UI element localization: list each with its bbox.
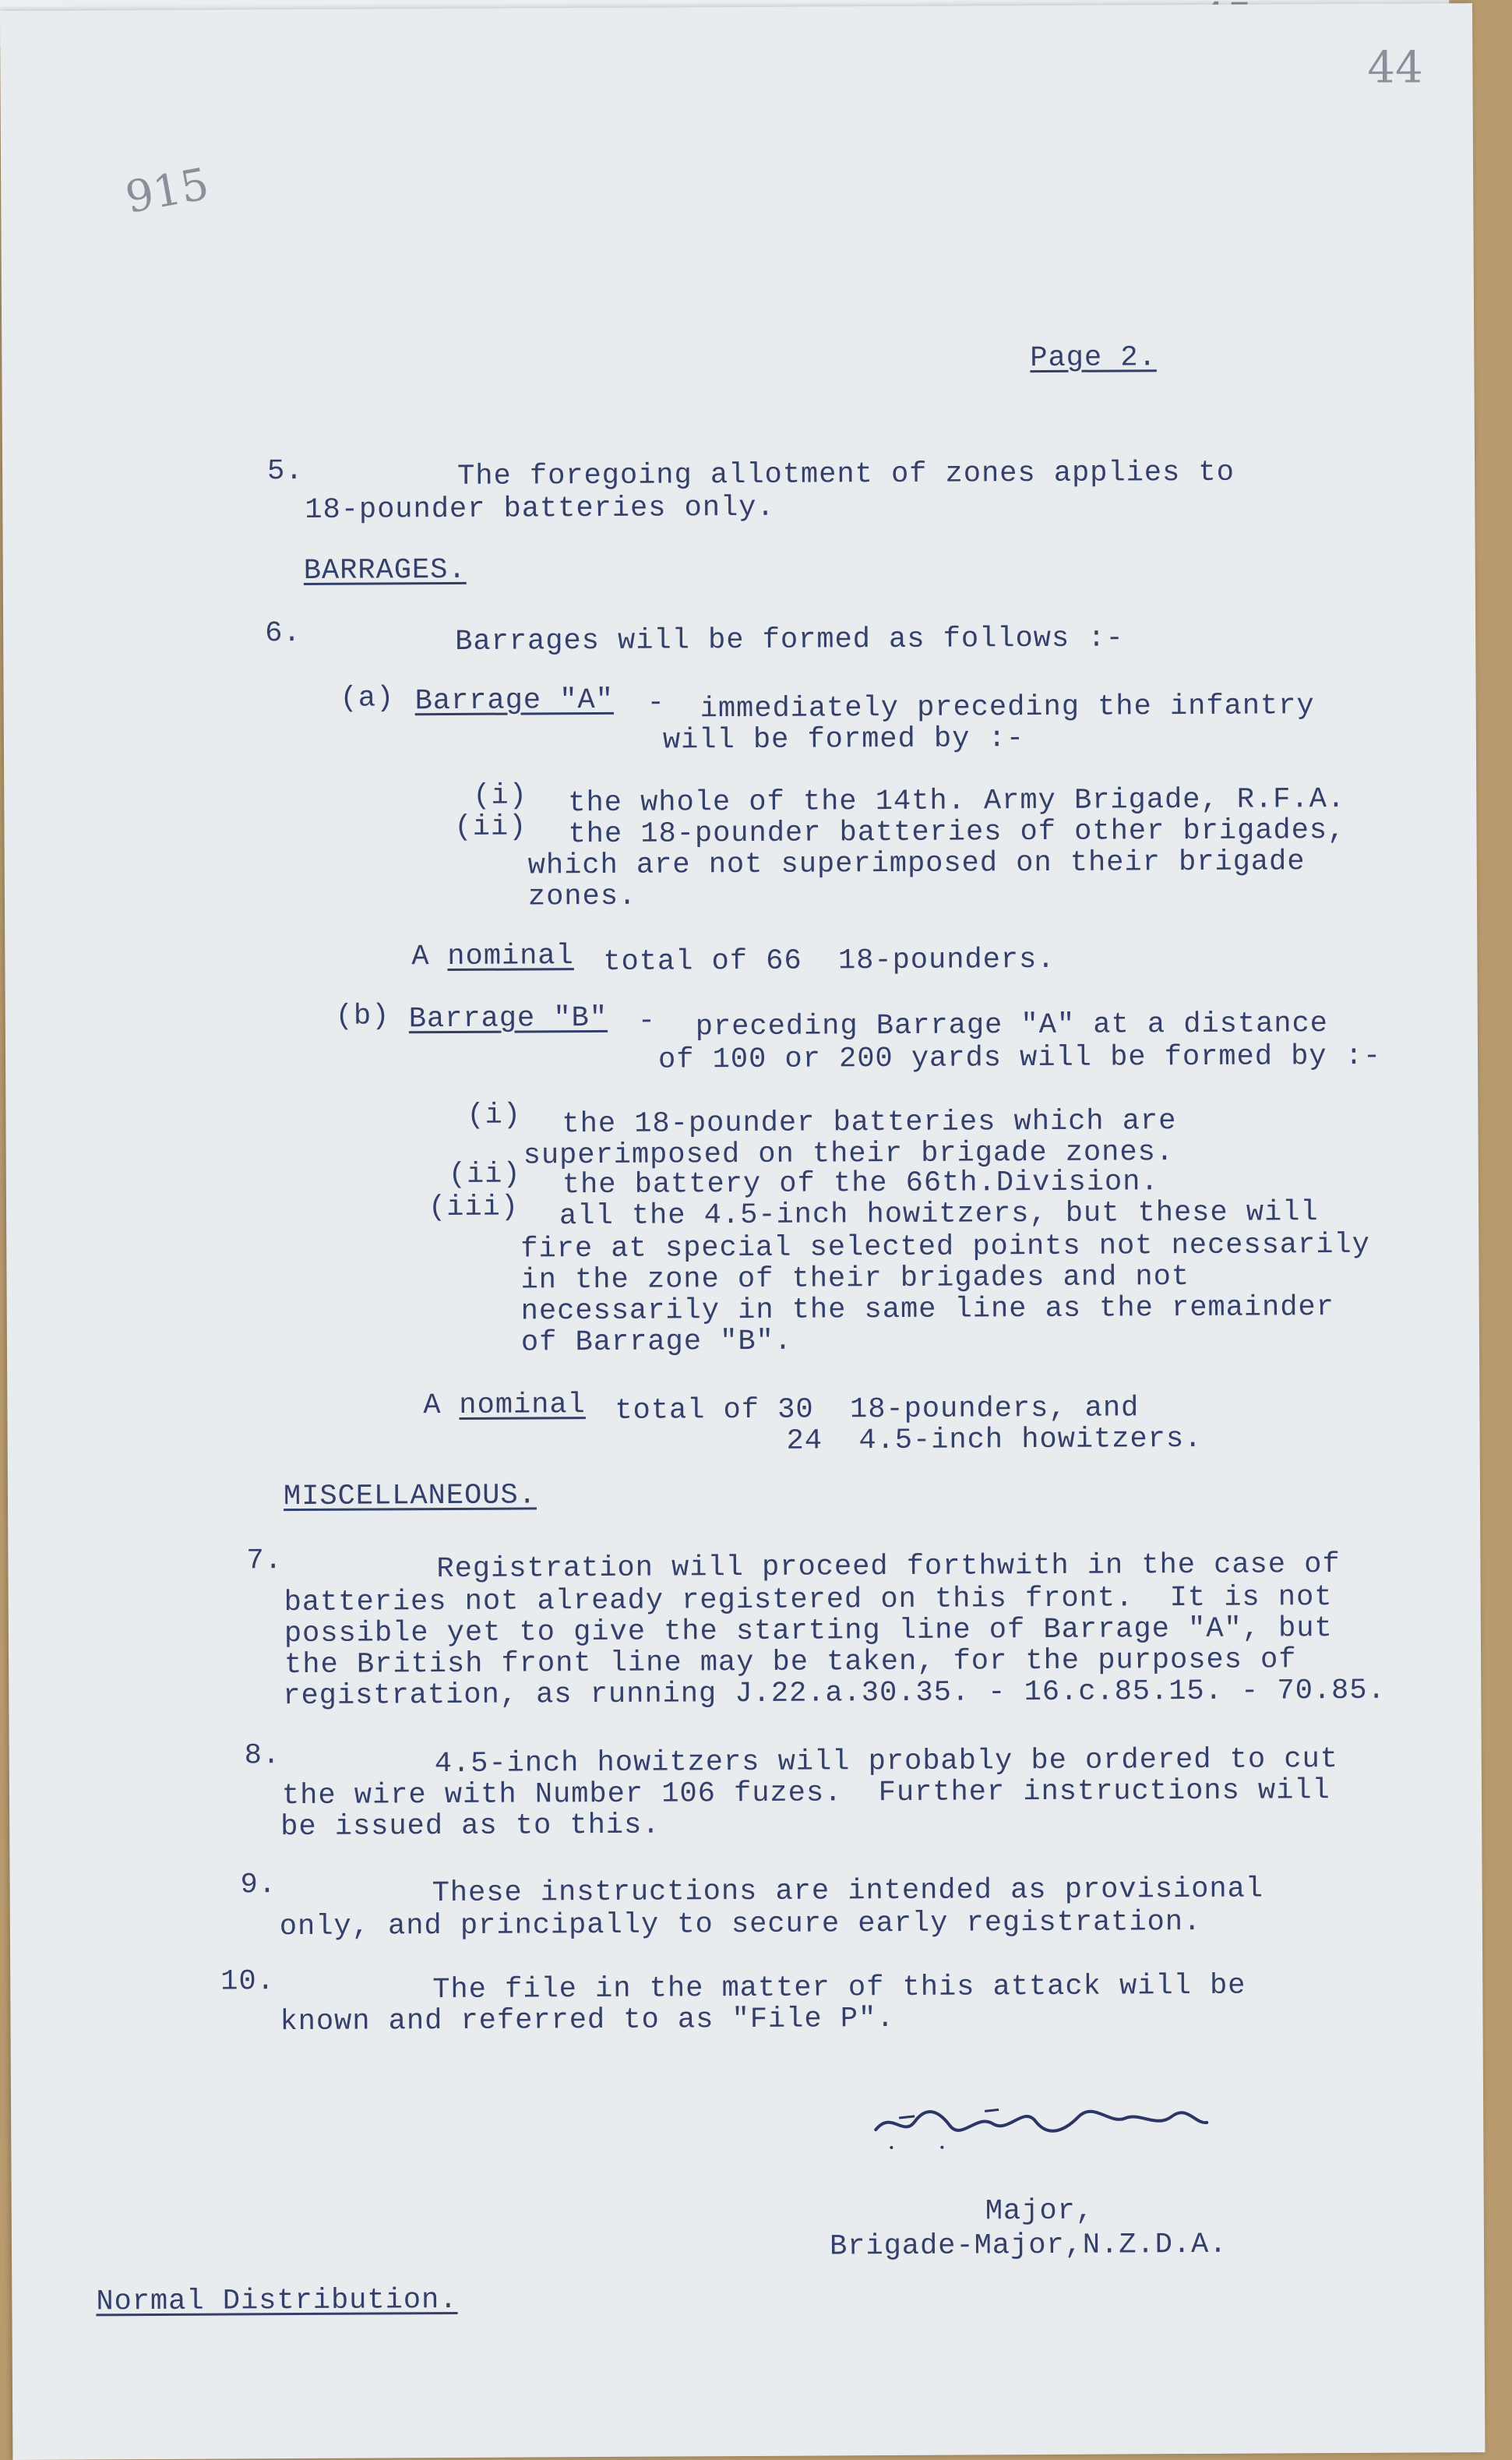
para7-line3: possible yet to give the starting line of Barrage "A", but [284,1612,1333,1651]
para9-number: 9. [240,1869,277,1902]
para9-line2: only, and principally to secure early registration. [279,1905,1202,1944]
barrage-b-iii-line3: in the zone of their brigades and not [520,1261,1190,1297]
barrage-a-ii-num: (ii) [454,810,527,844]
miscellaneous-heading: MISCELLANEOUS. [283,1479,537,1514]
para10-line1: The file in the matter of this attack will be [432,1969,1246,2007]
barrage-b-ii-text: the battery of the 66th.Division. [562,1166,1159,1202]
barrage-a-line2: will be formed by :- [662,722,1025,757]
barrage-b-iii-line5: of Barrage "B". [520,1325,793,1360]
barrage-a-ii-line1: the 18-pounder batteries of other brigades, [568,814,1346,852]
barrage-b-i-line2: superimposed on their brigade zones. [523,1136,1175,1173]
page-label: Page 2. [1030,341,1157,376]
barrage-b-i-line1: the 18-pounder batteries which are [562,1105,1177,1142]
para8-line2: the wire with Number 106 fuzes. Further instructions will [281,1774,1330,1813]
para7-line5: registration, as running J.22.a.30.35. - 16.c.85.15. - 70.85. [283,1674,1386,1714]
barrage-a-name: Barrage "A" [414,683,615,718]
para7-line1: Registration will proceed forthwith in the case of [436,1548,1341,1586]
para8-line1: 4.5-inch howitzers will probably be ordered to cut [434,1743,1339,1781]
barrage-b-iii-line2: fire at special selected points not necessarily [520,1228,1371,1266]
barrage-b-i-num: (i) [467,1099,522,1132]
barrage-b-total-nominal: nominal [459,1389,586,1422]
para5-number: 5. [266,454,304,489]
para7-line2: batteries not already registered on this front. It is not [284,1581,1333,1620]
signature-title: Brigade-Major,N.Z.D.A. [829,2228,1228,2264]
barrage-a-line1: immediately preceding the infantry [700,690,1315,726]
para6-number: 6. [265,616,301,651]
folio-number: 915 [122,158,213,224]
barrage-a-i-num: (i) [473,779,528,813]
barrage-a-total-prefix: A [411,941,430,974]
para7-line4: the British front line may be taken, for the purposes of [284,1643,1297,1682]
barrage-b-total-line2: 24 4.5-inch howitzers. [786,1422,1203,1458]
barrage-b-iii-num: (iii) [428,1191,520,1225]
front-sheet-number: 44 [1367,42,1423,94]
barrages-heading: BARRAGES. [303,553,467,588]
barrage-b-iii-line4: necessarily in the same line as the remainder [520,1291,1335,1329]
barrage-a-total: total of 66 18-pounders. [603,943,1056,979]
barrage-b-total: total of 30 18-pounders, and [615,1392,1140,1428]
para5-line2: 18-pounder batteries only. [305,491,775,527]
barrage-b-label: (b) [335,1000,390,1033]
para8-number: 8. [244,1739,281,1773]
barrage-a-ii-line3: zones. [527,880,637,914]
signature-rank: Major, [985,2194,1094,2229]
distribution-note: Normal Distribution. [96,2283,458,2319]
para9-line1: These instructions are intended as provisional [432,1872,1264,1911]
barrage-b-line2: of 100 or 200 yards will be formed by :- [657,1039,1382,1077]
barrage-b-line1: preceding Barrage "A" at a distance [695,1008,1329,1044]
barrage-a-ii-line2: which are not superimposed on their brigade [527,845,1306,883]
para10-number: 10. [220,1965,275,1999]
barrage-b-total-prefix: A [423,1389,442,1423]
para6-intro: Barrages will be formed as follows :- [455,622,1124,658]
para5-line1: The foregoing allotment of zones applies to [457,456,1235,493]
para8-line3: be issued as to this. [280,1809,661,1844]
document-page [0,3,1485,2460]
barrage-a-total-nominal: nominal [447,940,574,974]
para10-line2: known and referred to as "File P". [280,2003,895,2039]
barrage-b-ii-num: (ii) [448,1158,521,1192]
barrage-a-i-text: the whole of the 14th. Army Brigade, R.F.A. [568,782,1346,821]
barrage-b-dash: - [637,1004,657,1038]
barrage-a-label: (a) [340,682,395,715]
barrage-b-iii-line1: all the 4.5-inch howitzers, but these will [559,1196,1319,1234]
signature-mark [868,2093,1211,2149]
para7-number: 7. [246,1544,283,1578]
barrage-b-name: Barrage "B" [408,1001,608,1036]
barrage-a-dash: - [647,686,665,720]
